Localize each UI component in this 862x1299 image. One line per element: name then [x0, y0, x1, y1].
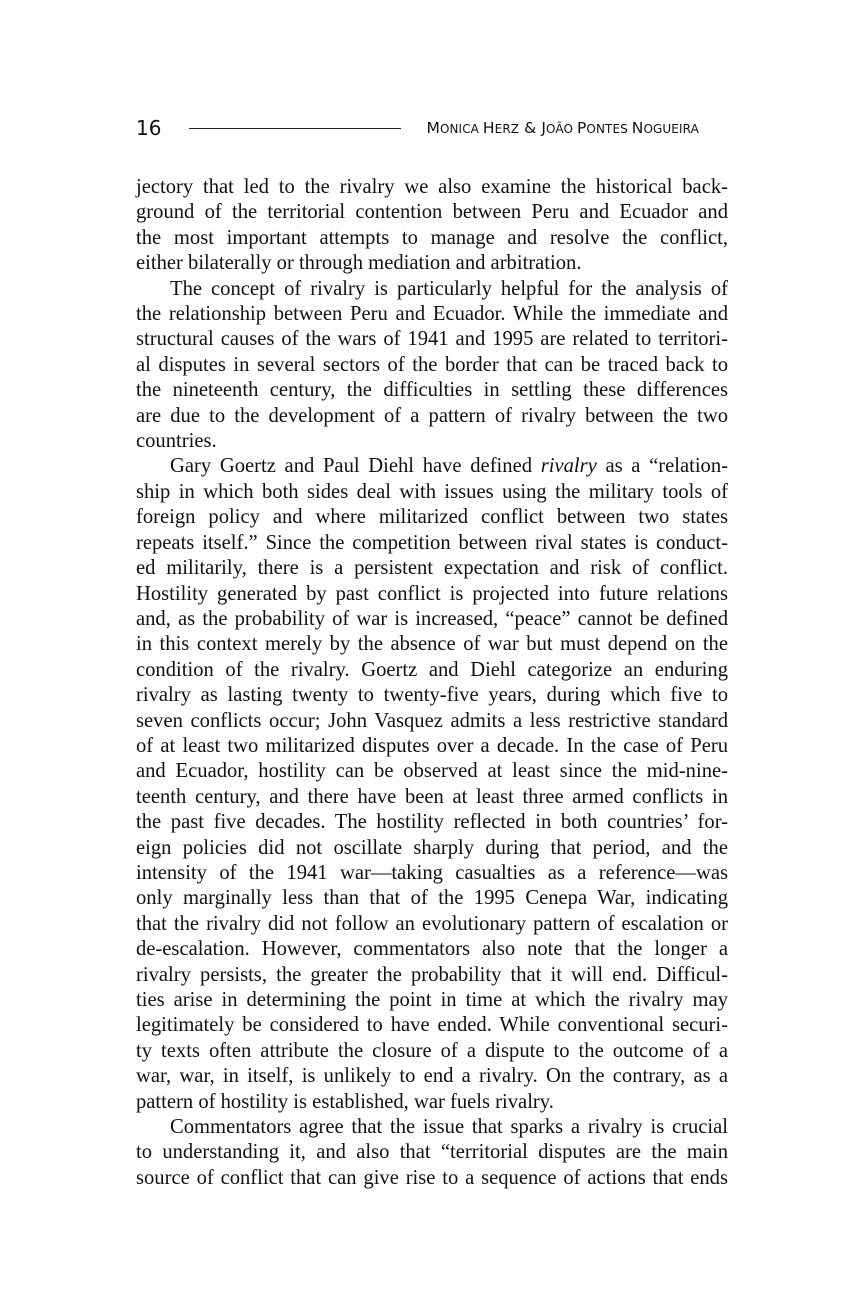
text-line: The concept of rivalry is particularly helpful for the analysis of	[170, 277, 728, 300]
paragraph-3	[136, 454, 728, 1115]
text-line: either bilaterally or through mediation and arbitration.	[136, 252, 582, 275]
text-line: ties arise in determining the point in time at which the rivalry may	[136, 989, 728, 1011]
paragraph-2	[136, 277, 728, 455]
paragraph-1	[136, 175, 728, 277]
text-line: ship in which both sides deal with issues using the military tools of	[136, 480, 728, 503]
body-text	[136, 175, 728, 1191]
text-line: and Ecuador, hostility can be observed at least since the mid-nine-	[136, 760, 728, 783]
text-line: that the rivalry did not follow an evolutionary pattern of escalation or	[136, 912, 728, 935]
text-line: only marginally less than that of the 1995 Cenepa War, indicating	[136, 887, 728, 910]
text-line: teenth century, and there have been at least three armed conflicts in	[136, 785, 728, 808]
text-line: de-escalation. However, commentators also note that the longer a	[136, 938, 728, 961]
text-line: and, as the probability of war is increased, “peace” cannot be defined	[136, 607, 728, 630]
text-line: repeats itself.” Since the competition between rival states is conduct-	[136, 531, 728, 554]
running-head-authors: MONICA HERZ & JOÃO PONTES NOGUEIRA	[426, 119, 699, 137]
text-line: intensity of the 1941 war—taking casualties as a reference—was	[136, 861, 728, 884]
text-line: in this context merely by the absence of war but must depend on the	[136, 633, 728, 656]
text-line: of at least two militarized disputes over a decade. In the case of Peru	[136, 734, 728, 757]
page-number: 16	[136, 116, 162, 140]
text-line: war, war, in itself, is unlikely to end a rivalry. On the contrary, as a	[136, 1065, 728, 1088]
text-line: al disputes in several sectors of the border that can be traced back to	[136, 353, 728, 376]
text-line: are due to the development of a pattern of rivalry between the two	[136, 404, 728, 427]
running-head	[136, 116, 728, 140]
text-line: foreign policy and where militarized conflict between two states	[136, 506, 728, 529]
text-line: the most important attempts to manage and resolve the conflict,	[136, 226, 728, 249]
text-line: eign policies did not oscillate sharply during that period, and the	[136, 836, 728, 859]
header-rule	[189, 128, 401, 129]
text-line: jectory that led to the rivalry we also examine the historical back-	[136, 176, 728, 198]
text-line: to understanding it, and also that “territorial disputes are the main	[136, 1141, 728, 1164]
text-line: ed militarily, there is a persistent expectation and risk of conflict.	[136, 557, 728, 580]
text-line: source of conflict that can give rise to a sequence of actions that ends	[136, 1166, 728, 1189]
text-line: rivalry as lasting twenty to twenty-five years, during which five to	[136, 684, 728, 707]
text-line: countries.	[136, 430, 217, 453]
text-line: Hostility generated by past conflict is projected into future relations	[136, 582, 728, 605]
text-line: Gary Goertz and Paul Diehl have defined rivalry as a “relation-	[170, 455, 729, 478]
text-line: seven conflicts occur; John Vasquez admits a less restrictive standard	[136, 709, 728, 732]
text-line: condition of the rivalry. Goertz and Diehl categorize an enduring	[136, 658, 728, 681]
text-line: ty texts often attribute the closure of a dispute to the outcome of a	[136, 1039, 728, 1062]
text-line: rivalry persists, the greater the probability that it will end. Difficul-	[136, 963, 728, 986]
text-line: pattern of hostility is established, war fuels rivalry.	[136, 1090, 554, 1113]
italic-term: rivalry	[540, 455, 597, 478]
paragraph-4	[136, 1115, 728, 1191]
text-line: legitimately be considered to have ended. While conventional securi-	[136, 1014, 728, 1037]
text-line: structural causes of the wars of 1941 and 1995 are related to territori-	[136, 328, 728, 351]
text-line: ground of the territorial contention between Peru and Ecuador and	[136, 201, 728, 224]
text-line: the relationship between Peru and Ecuador. While the immediate and	[136, 303, 728, 326]
text-line: the past five decades. The hostility reflected in both countries’ for-	[136, 811, 728, 834]
text-line: Commentators agree that the issue that sparks a rivalry is crucial	[170, 1116, 728, 1139]
text-line: the nineteenth century, the difficulties in settling these differences	[136, 379, 728, 402]
